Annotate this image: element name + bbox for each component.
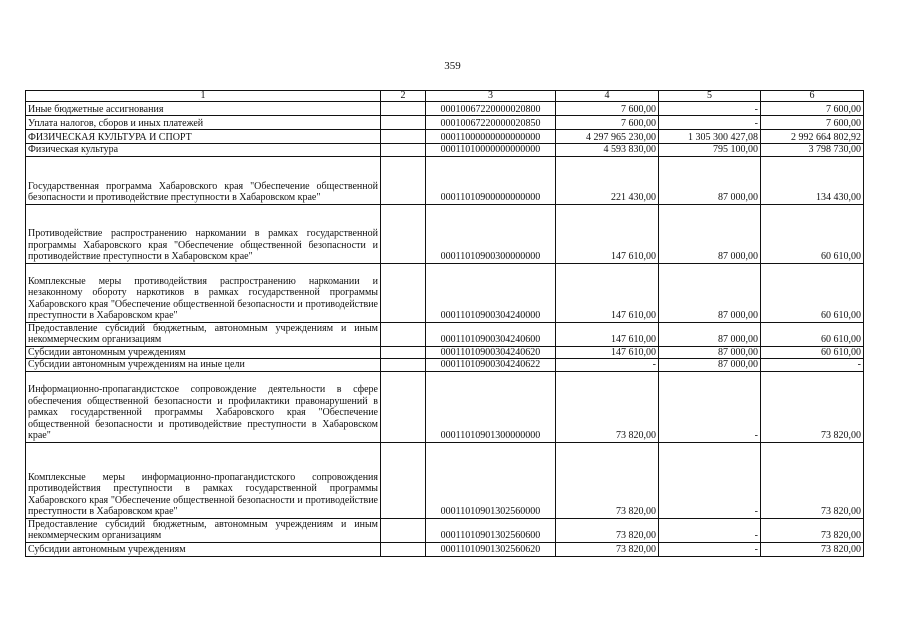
row-column4-cell: 73 820,00 [556, 518, 659, 542]
row-code-cell: 00011010901300000000 [426, 371, 556, 442]
table-row [26, 322, 864, 346]
row-code-cell: 00011010900300000000 [426, 204, 556, 263]
row-name-cell: Субсидии автономным учреждениям на иные цели [26, 359, 381, 372]
table-row [26, 263, 864, 322]
row-column5-cell: 795 100,00 [659, 144, 761, 157]
row-column2-cell [381, 542, 426, 556]
row-name-cell: Субсидии автономным учреждениям [26, 542, 381, 556]
row-column6-cell: 2 992 664 802,92 [761, 130, 864, 144]
row-column2-cell [381, 204, 426, 263]
row-name-cell: Противодействие распространению наркомании в рамках государственной программы Хабаровского края "Обеспечение общественной безопасности и противодействие преступности в Хабаровском крае" [26, 204, 381, 263]
row-column2-cell [381, 442, 426, 518]
row-column4-cell: 7 600,00 [556, 116, 659, 130]
row-column2-cell [381, 263, 426, 322]
row-column5-cell: 87 000,00 [659, 156, 761, 204]
row-code-cell: 00011010900304240622 [426, 359, 556, 372]
row-column4-cell: 221 430,00 [556, 156, 659, 204]
row-column2-cell [381, 346, 426, 359]
row-code-cell: 00011010900000000000 [426, 156, 556, 204]
table-row [26, 359, 864, 372]
row-column6-cell: 60 610,00 [761, 322, 864, 346]
row-column2-cell [381, 130, 426, 144]
row-column6-cell: 60 610,00 [761, 346, 864, 359]
row-column2-cell [381, 156, 426, 204]
row-column4-cell: 73 820,00 [556, 442, 659, 518]
row-column2-cell [381, 518, 426, 542]
table-row [26, 102, 864, 116]
row-column5-cell: 1 305 300 427,08 [659, 130, 761, 144]
row-name-cell: ФИЗИЧЕСКАЯ КУЛЬТУРА И СПОРТ [26, 130, 381, 144]
row-column2-cell [381, 102, 426, 116]
row-column6-cell: 73 820,00 [761, 442, 864, 518]
page-number: 359 [444, 60, 461, 72]
row-name-cell: Государственная программа Хабаровского края "Обеспечение общественной безопасности и противодействие преступности в Хабаровском крае" [26, 156, 381, 204]
row-code-cell: 00010067220000020850 [426, 116, 556, 130]
table-row [26, 346, 864, 359]
table-body [26, 91, 864, 557]
row-code-cell: 00011010901302560600 [426, 518, 556, 542]
row-column4-cell: 147 610,00 [556, 263, 659, 322]
row-name-cell: Комплексные меры противодействия распространению наркомании и незаконному обороту наркотиков в рамках государственной программы Хабаровского края "Обеспечение общественной безопасности и противодействие преступности в Хабаровском крае" [26, 263, 381, 322]
row-name-cell: Уплата налогов, сборов и иных платежей [26, 116, 381, 130]
row-name-cell: Иные бюджетные ассигнования [26, 102, 381, 116]
table-row [26, 518, 864, 542]
table-row [26, 542, 864, 556]
row-name-cell: Информационно-пропагандистское сопровождение деятельности в сфере обеспечения общественной безопасности и профилактики правонарушений в рамках государственной программы Хабаровского края "Обеспечение общественной безопасности и противодействие преступности в Хабаровском крае" [26, 371, 381, 442]
row-column2-cell [381, 371, 426, 442]
table-row [26, 116, 864, 130]
row-column4-cell: 147 610,00 [556, 346, 659, 359]
row-column6-cell: 73 820,00 [761, 371, 864, 442]
row-column6-cell: 73 820,00 [761, 518, 864, 542]
header-cell-1: 1 [26, 91, 381, 102]
table-header-row [26, 91, 864, 102]
table-row [26, 130, 864, 144]
header-cell-4: 4 [556, 91, 659, 102]
row-column6-cell: 7 600,00 [761, 102, 864, 116]
row-column5-cell: 87 000,00 [659, 359, 761, 372]
row-code-cell: 00011010900304240600 [426, 322, 556, 346]
header-cell-6: 6 [761, 91, 864, 102]
row-column6-cell: 7 600,00 [761, 116, 864, 130]
row-column4-cell: 7 600,00 [556, 102, 659, 116]
row-column6-cell: 60 610,00 [761, 263, 864, 322]
row-name-cell: Предоставление субсидий бюджетным, автономным учреждениям и иным некоммерческим организациям [26, 322, 381, 346]
row-column6-cell: - [761, 359, 864, 372]
table-row [26, 156, 864, 204]
row-column5-cell: - [659, 371, 761, 442]
row-code-cell: 00011010901302560620 [426, 542, 556, 556]
row-column4-cell: 73 820,00 [556, 371, 659, 442]
row-name-cell: Субсидии автономным учреждениям [26, 346, 381, 359]
row-column2-cell [381, 359, 426, 372]
table-row [26, 204, 864, 263]
row-code-cell: 00011010901302560000 [426, 442, 556, 518]
row-column4-cell: 4 297 965 230,00 [556, 130, 659, 144]
header-cell-2: 2 [381, 91, 426, 102]
row-column2-cell [381, 322, 426, 346]
table-row [26, 371, 864, 442]
budget-table [25, 90, 864, 557]
row-column4-cell: - [556, 359, 659, 372]
row-column5-cell: - [659, 542, 761, 556]
row-name-cell: Физическая культура [26, 144, 381, 157]
row-name-cell: Предоставление субсидий бюджетным, автономным учреждениям и иным некоммерческим организациям [26, 518, 381, 542]
row-column5-cell: - [659, 116, 761, 130]
row-column5-cell: 87 000,00 [659, 204, 761, 263]
row-column5-cell: 87 000,00 [659, 322, 761, 346]
row-code-cell: 00011010900304240000 [426, 263, 556, 322]
row-column6-cell: 73 820,00 [761, 542, 864, 556]
header-cell-3: 3 [426, 91, 556, 102]
row-column6-cell: 134 430,00 [761, 156, 864, 204]
row-code-cell: 00011010000000000000 [426, 144, 556, 157]
row-code-cell: 00011010900304240620 [426, 346, 556, 359]
header-cell-5: 5 [659, 91, 761, 102]
row-column4-cell: 73 820,00 [556, 542, 659, 556]
row-column6-cell: 60 610,00 [761, 204, 864, 263]
table-row [26, 144, 864, 157]
row-column5-cell: - [659, 442, 761, 518]
row-column4-cell: 147 610,00 [556, 322, 659, 346]
row-code-cell: 00010067220000020800 [426, 102, 556, 116]
row-column4-cell: 147 610,00 [556, 204, 659, 263]
row-column2-cell [381, 116, 426, 130]
row-column6-cell: 3 798 730,00 [761, 144, 864, 157]
row-column5-cell: 87 000,00 [659, 263, 761, 322]
row-name-cell: Комплексные меры информационно-пропагандистского сопровождения противодействия преступности в рамках государственной программы Хабаровского края "Обеспечение общественной безопасности и противодействие преступности в Хабаровском крае" [26, 442, 381, 518]
row-column5-cell: - [659, 102, 761, 116]
table-row [26, 442, 864, 518]
row-column5-cell: 87 000,00 [659, 346, 761, 359]
row-column4-cell: 4 593 830,00 [556, 144, 659, 157]
row-code-cell: 00011000000000000000 [426, 130, 556, 144]
row-column2-cell [381, 144, 426, 157]
row-column5-cell: - [659, 518, 761, 542]
